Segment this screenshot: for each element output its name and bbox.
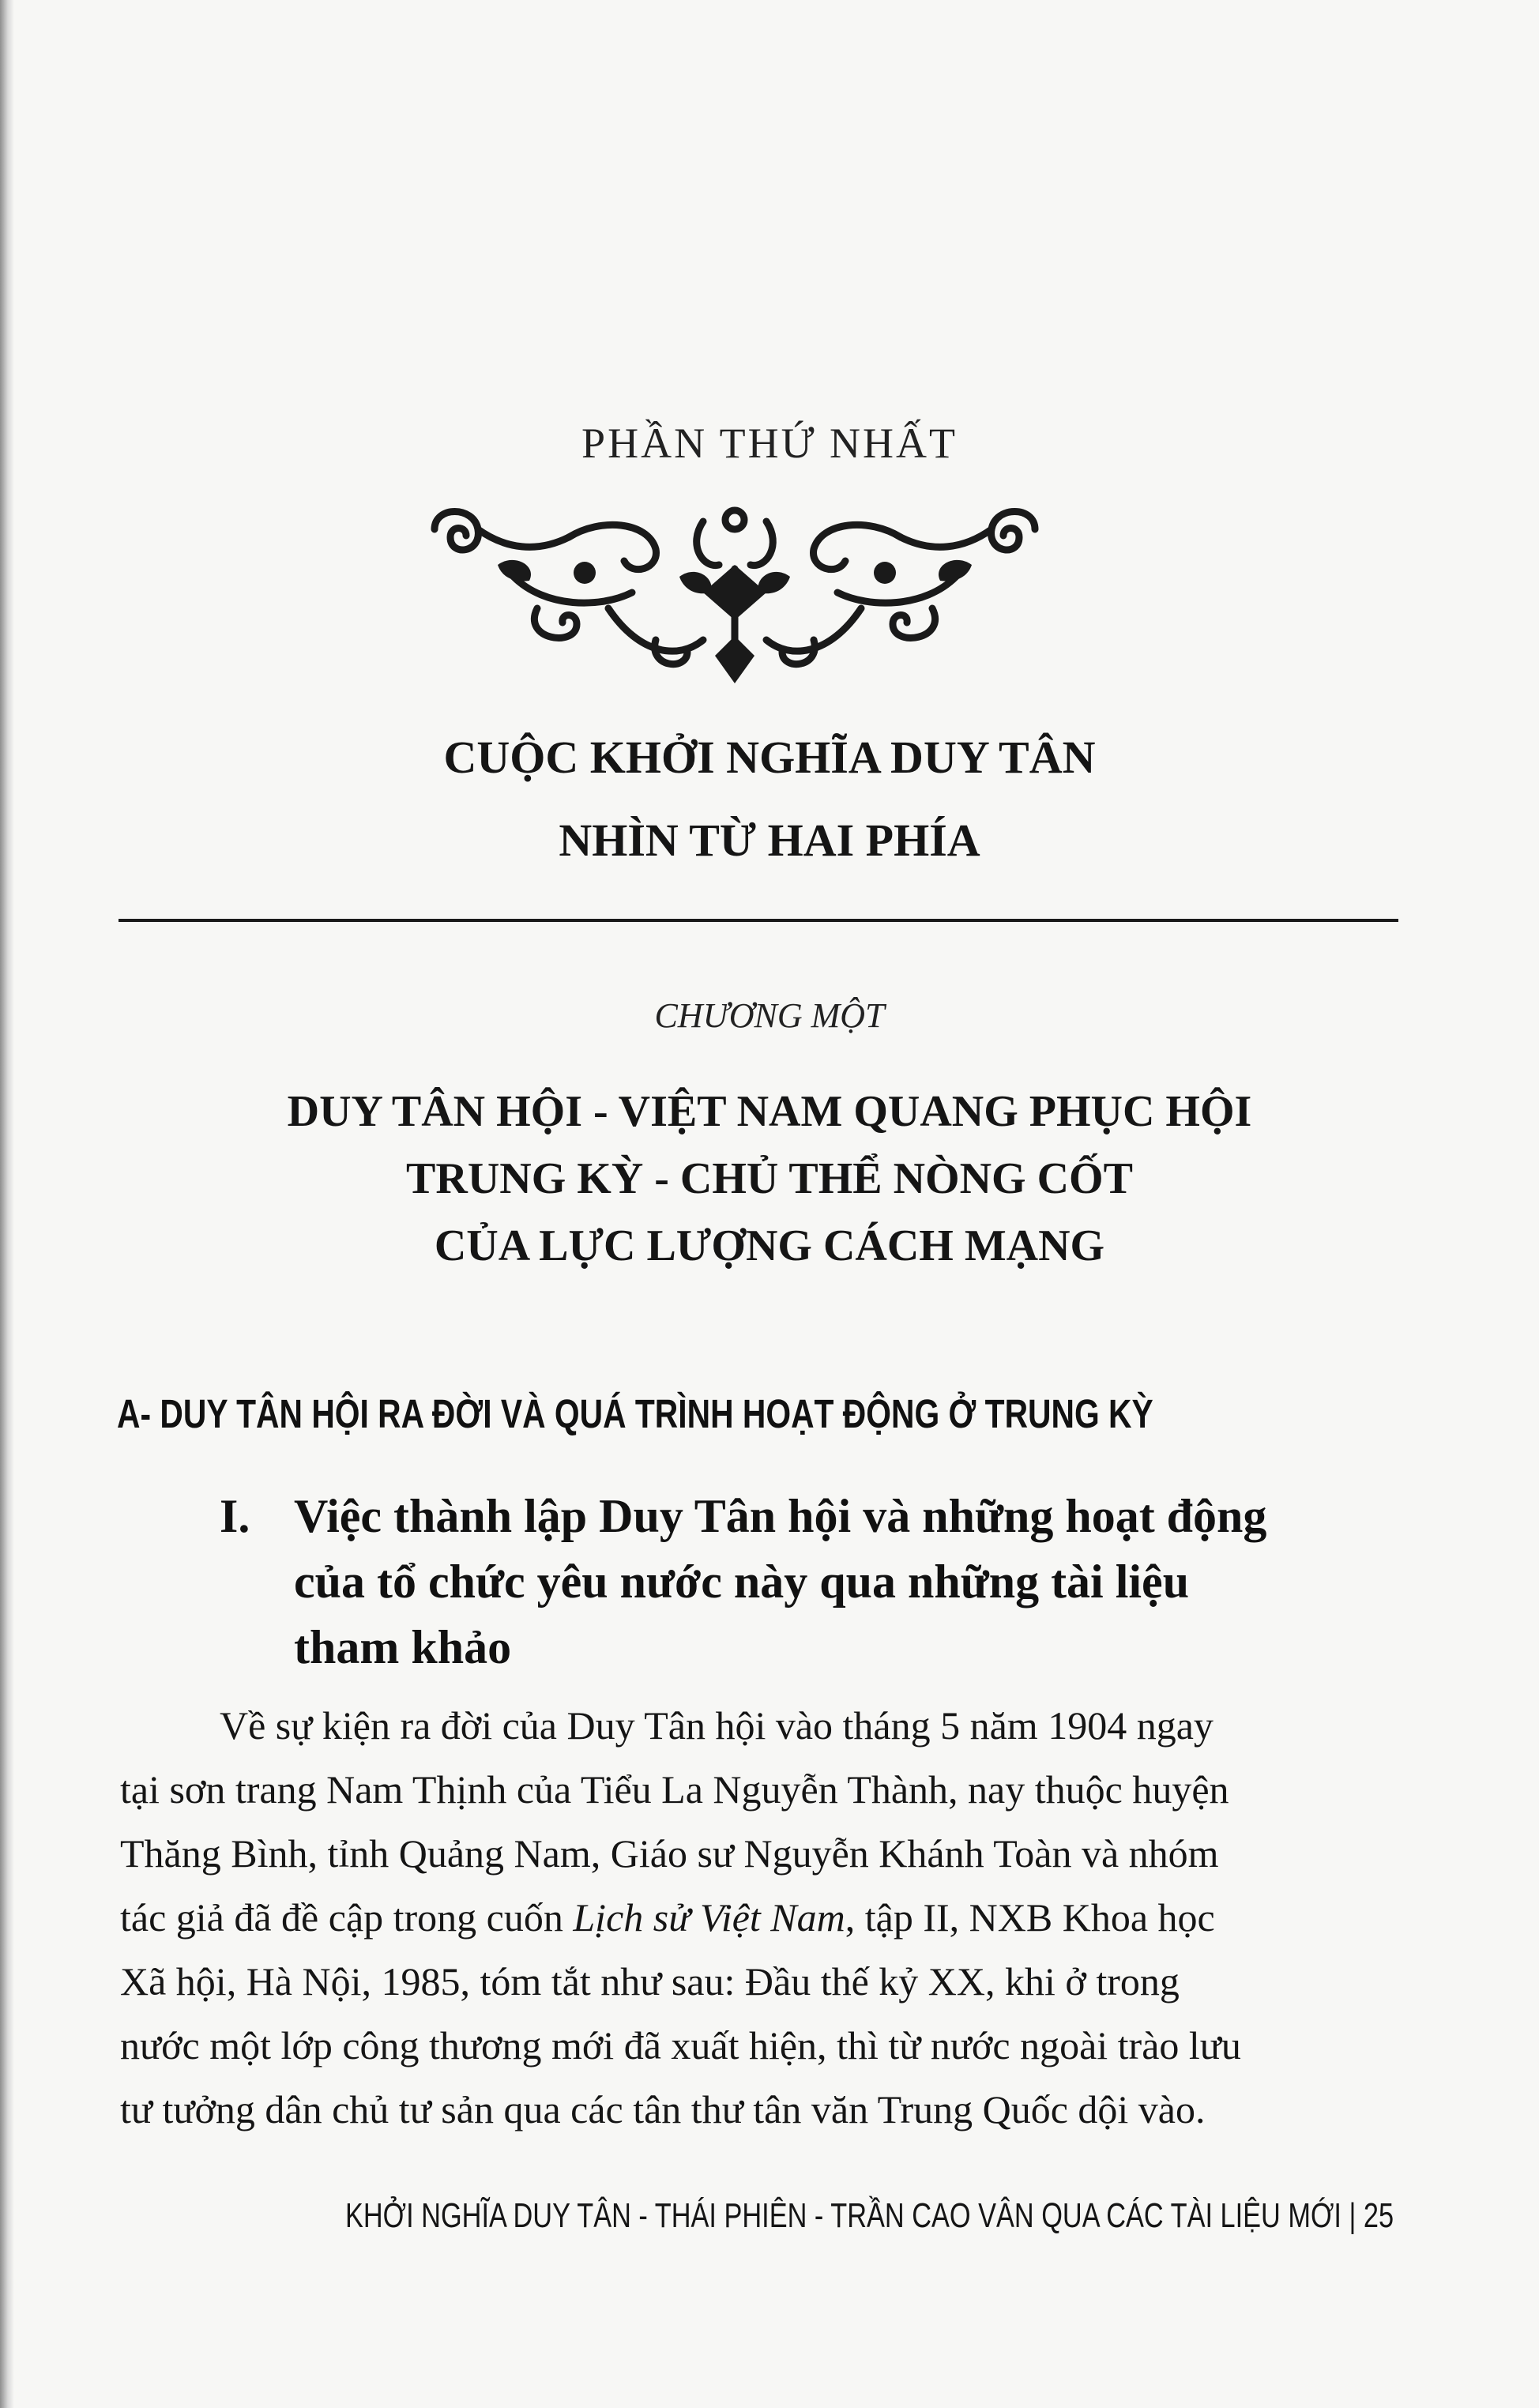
ornament-divider-icon xyxy=(419,490,1051,695)
subsection-title-line-3: tham khảo xyxy=(294,1621,512,1673)
subsection-number: I. xyxy=(220,1490,250,1542)
body-line-4 xyxy=(120,1894,1215,1940)
body-line-2: tại sơn trang Nam Thịnh của Tiểu La Nguyễn Thành, nay thuộc huyện xyxy=(120,1767,1229,1812)
chapter-title-line-1: DUY TÂN HỘI - VIỆT NAM QUANG PHỤC HỘI xyxy=(287,1087,1252,1136)
page-number: 25 xyxy=(1363,2196,1394,2235)
running-title: KHỞI NGHĨA DUY TÂN - THÁI PHIÊN - TRẦN CAO VÂN QUA CÁC TÀI LIỆU MỚI xyxy=(345,2196,1341,2235)
body-line-6: nước một lớp công thương mới đã xuất hiện, thì từ nước ngoài trào lưu xyxy=(120,2023,1241,2067)
body-line-4-text: tác giả đã đề cập trong cuốn xyxy=(120,1895,574,1940)
section-a-heading: A- DUY TÂN HỘI RA ĐỜI VÀ QUÁ TRÌNH HOẠT ĐỘNG Ở TRUNG KỲ xyxy=(117,1391,1153,1436)
chapter-title-line-3: CỦA LỰC LƯỢNG CÁCH MẠNG xyxy=(434,1221,1105,1270)
body-line-3: Thăng Bình, tỉnh Quảng Nam, Giáo sư Nguyễn Khánh Toàn và nhóm xyxy=(120,1831,1219,1876)
body-line-7: tư tưởng dân chủ tư sản qua các tân thư tân văn Trung Quốc dội vào. xyxy=(120,2087,1206,2131)
body-line-5: Xã hội, Hà Nội, 1985, tóm tắt như sau: Đầu thế kỷ XX, khi ở trong xyxy=(120,1959,1180,2004)
subsection-title-line-2: của tổ chức yêu nước này qua những tài liệu xyxy=(294,1556,1190,1608)
subsection-title-line-1: Việc thành lập Duy Tân hội và những hoạt động xyxy=(294,1490,1267,1542)
page-edge xyxy=(0,0,14,2408)
book-title: Lịch sử Việt Nam xyxy=(573,1895,845,1940)
horizontal-rule xyxy=(119,919,1398,922)
chapter-title-line-2: TRUNG KỲ - CHỦ THỂ NÒNG CỐT xyxy=(406,1154,1133,1203)
part-title-line-1: CUỘC KHỞI NGHĨA DUY TÂN xyxy=(443,732,1096,783)
part-title-line-2: NHÌN TỪ HAI PHÍA xyxy=(559,815,980,866)
body-line-1: Về sự kiện ra đời của Duy Tân hội vào tháng 5 năm 1904 ngay xyxy=(220,1703,1214,1748)
part-label: PHẦN THỨ NHẤT xyxy=(581,420,958,467)
page-footer: KHỞI NGHĨA DUY TÂN - THÁI PHIÊN - TRẦN CAO VÂN QUA CÁC TÀI LIỆU MỚI | 25 xyxy=(345,2196,1394,2235)
chapter-label: CHƯƠNG MỘT xyxy=(654,996,885,1035)
body-line-4-rest: , tập II, NXB Khoa học xyxy=(845,1895,1215,1940)
